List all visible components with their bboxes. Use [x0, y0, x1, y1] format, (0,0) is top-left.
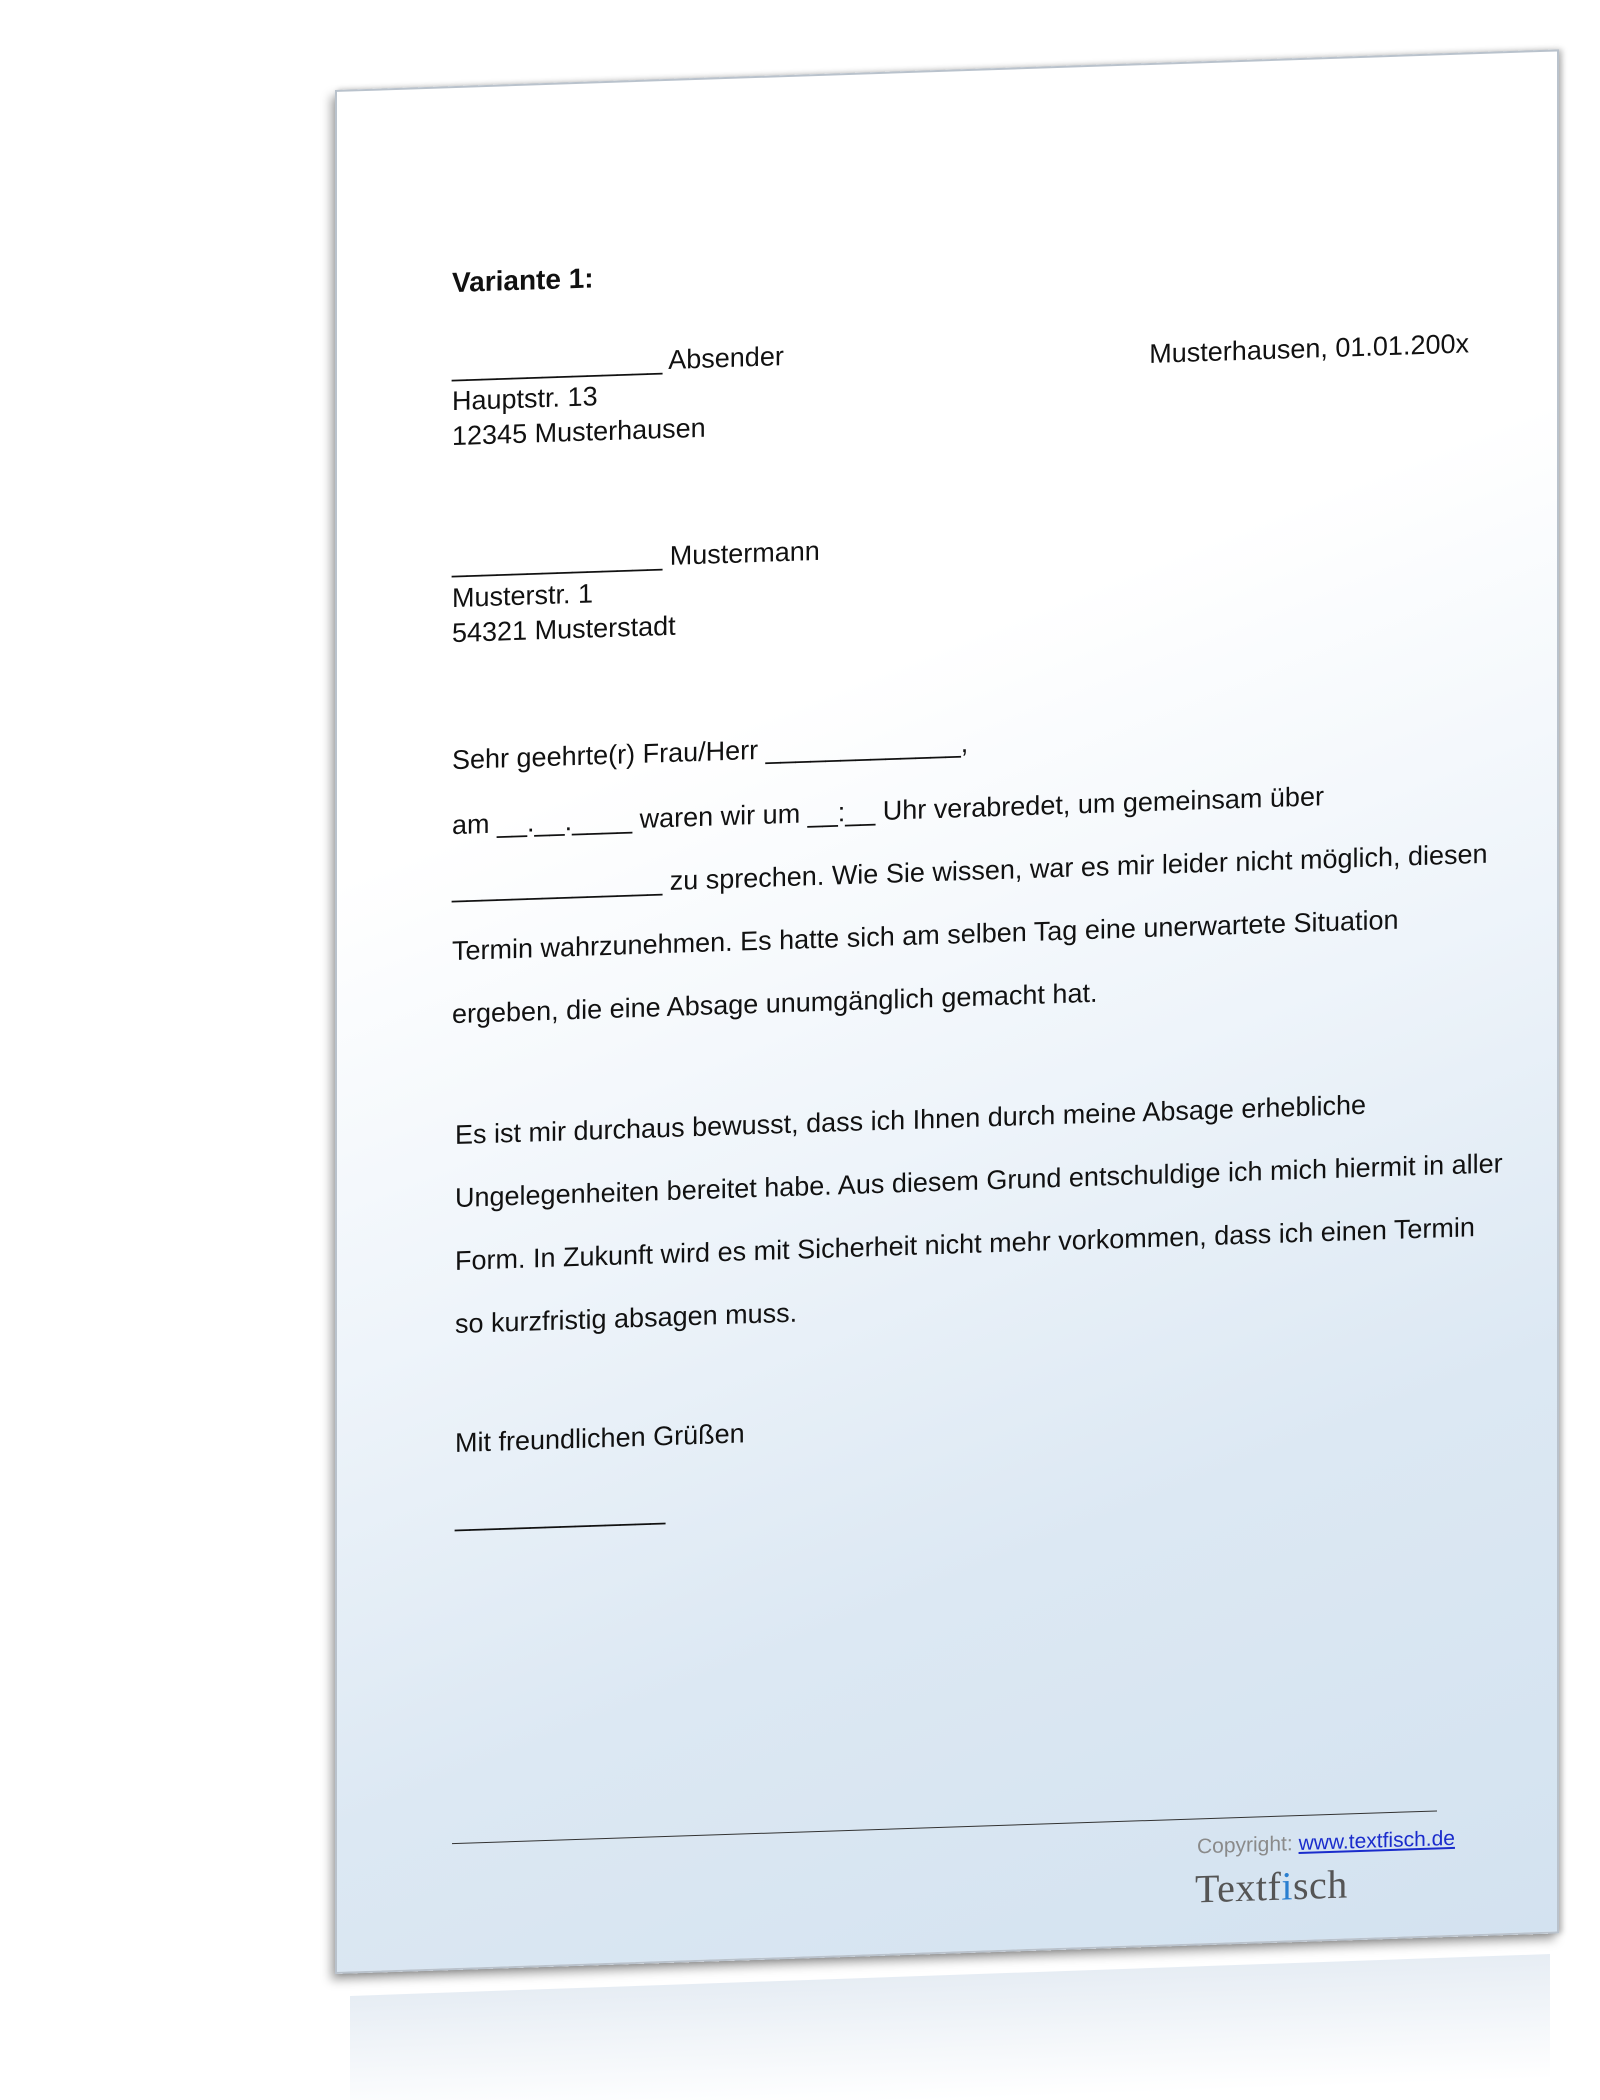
- closing: Mit freundlichen Grüßen: [455, 1418, 745, 1459]
- recipient-name-line: [452, 534, 820, 580]
- paragraph2-line: so kurzfristig absagen muss.: [455, 1297, 798, 1340]
- sender-name-line: [452, 339, 784, 384]
- salutation: Sehr geehrte(r) Frau/Herr _____________,: [452, 727, 969, 776]
- copyright-link[interactable]: www.textfisch.de: [1298, 1826, 1455, 1856]
- paragraph1-line: ______________ zu sprechen. Wie Sie wissen, war es mir leider nicht möglich, diesen: [452, 838, 1488, 904]
- fish-icon: i: [1281, 1863, 1293, 1909]
- copyright-label: Copyright:: [1197, 1832, 1293, 1859]
- recipient-city: 54321 Musterstadt: [452, 610, 676, 649]
- paragraph2-line: Ungelegenheiten bereitet habe. Aus diesem Grund entschuldige ich mich hiermit in aller: [455, 1148, 1503, 1214]
- variant-heading: Variante 1:: [452, 262, 594, 299]
- document-page: [335, 49, 1559, 1974]
- sender-blank: ______________: [452, 345, 663, 383]
- date-line: Musterhausen, 01.01.200x: [1149, 328, 1469, 369]
- page-reflection: [350, 1954, 1550, 2100]
- recipient-street: Musterstr. 1: [452, 578, 594, 614]
- textfisch-logo: [1195, 1860, 1348, 1912]
- sender-name: Absender: [668, 341, 784, 375]
- recipient-blank: ______________: [452, 541, 663, 579]
- copyright-notice: [1197, 1827, 1455, 1860]
- sender-city: 12345 Musterhausen: [452, 412, 706, 452]
- recipient-name: Mustermann: [669, 535, 820, 571]
- sender-street: Hauptstr. 13: [452, 381, 598, 417]
- paragraph1-line: am __.__.____ waren wir um __:__ Uhr verabredet, um gemeinsam über: [452, 781, 1324, 841]
- paragraph1-line: ergeben, die eine Absage unumgänglich gemacht hat.: [452, 977, 1098, 1030]
- logo-text-part: Textf: [1195, 1863, 1282, 1912]
- signature-blank: ______________: [455, 1495, 666, 1533]
- paragraph2-line: Form. In Zukunft wird es mit Sicherheit nicht mehr vorkommen, dass ich einen Termin: [455, 1212, 1475, 1277]
- paragraph1-line: Termin wahrzunehmen. Es hatte sich am selben Tag eine unerwartete Situation: [452, 904, 1399, 967]
- paragraph2-line: Es ist mir durchaus bewusst, dass ich Ihnen durch meine Absage erhebliche: [455, 1089, 1366, 1151]
- logo-text-part: sch: [1292, 1861, 1348, 1909]
